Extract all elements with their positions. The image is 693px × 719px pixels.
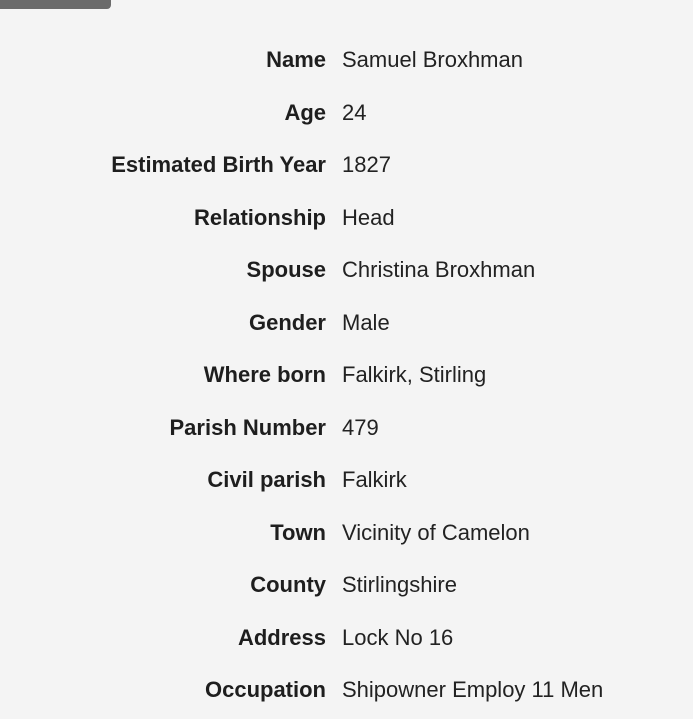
record-value: Head [342,204,395,230]
record-label: Where born [203,362,326,388]
record-row-parish-number [0,402,693,455]
record-row-address [0,612,693,665]
record-value: Falkirk, Stirling [342,362,487,388]
record-label: Name [266,47,326,73]
record-label: Town [270,519,326,545]
record-row-town [0,507,693,560]
record-label: County [250,572,326,598]
record-value: Vicinity of Camelon [342,519,530,545]
record-row-county [0,559,693,612]
record-row-spouse [0,244,693,297]
record-label: Relationship [193,204,326,230]
record-label: Parish Number [169,414,326,440]
record-row-estimated-birth-year [0,139,693,192]
record-value: 479 [342,414,379,440]
record-value: Samuel Broxhman [342,47,523,73]
record-value: Male [342,309,390,335]
record-row-relationship [0,192,693,245]
record-row-name [0,34,693,87]
record-value: 1827 [342,152,391,178]
record-label: Estimated Birth Year [111,152,326,178]
record-value: Stirlingshire [342,572,457,598]
record-row-occupation [0,664,693,717]
record-value: 24 [342,99,367,125]
record-label: Age [284,99,326,125]
record-row-age [0,87,693,140]
record-row-where-born [0,349,693,402]
record-label: Gender [248,309,326,335]
top-tab-bar[interactable] [0,0,111,9]
record-label: Occupation [204,677,326,703]
record-row-gender [0,297,693,350]
record-label: Address [237,624,326,650]
record-value: Christina Broxhman [342,257,536,283]
record-label: Spouse [246,257,326,283]
record-value: Shipowner Employ 11 Men [342,677,604,703]
record-value: Lock No 16 [342,624,454,650]
record-row-civil-parish [0,454,693,507]
record-value: Falkirk [342,467,407,493]
record-details-table [0,34,693,717]
record-label: Civil parish [207,467,326,493]
